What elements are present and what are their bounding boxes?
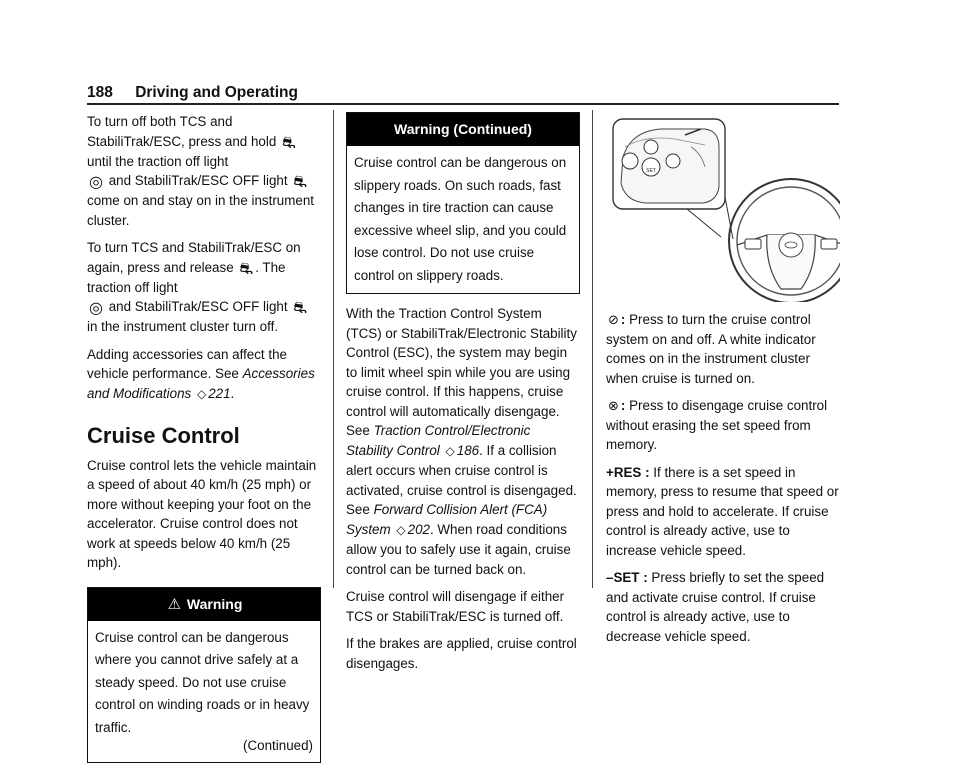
traction-off-light-icon-2: ◎ [89,300,103,317]
set-label: SET [646,168,656,174]
warning-continued: (Continued) [243,738,313,753]
accessories-link[interactable]: Accessories and Modifications [87,366,315,401]
paragraph-accessories: Adding accessories can affect the vehicle performance. See Accessories and Modifications ◇ 221. [87,345,321,405]
section-title: Driving and Operating [135,84,298,101]
column-3-text [606,310,842,654]
paragraph-tcs-off: To turn off both TCS and StabiliTrak/ESC, press and hold ⛐ until the traction off light ◎ and StabiliTrak/ESC OFF light ⛐ come on and stay on in the instrument cluster. [87,114,315,228]
column-divider-2 [592,110,593,588]
warning-title: Warning [186,595,243,612]
cruise-cancel-icon: ⊗ [608,398,619,413]
section-heading-cruise-control: Cruise Control [87,423,240,448]
traction-button-icon: ⛐ [239,260,254,278]
paragraph-brakes: If the brakes are applied, cruise control disengages. [346,636,577,671]
steering-wheel-figure [605,117,840,302]
traction-control-link[interactable]: Traction Control/Electronic Stability Control [346,423,531,458]
cruise-cancel-item: ⊗ : Press to disengage cruise control without erasing the set speed from memory. [606,398,828,452]
page-ref-arrow-icon: ◇ [445,443,455,458]
page-header [87,84,298,102]
paragraph-cruise-intro: Cruise control lets the vehicle maintain a speed of about 40 km/h (25 mph) or more without keeping your foot on the accelerator. Cruise control does not work at speeds below 40 km/h (25 mph). [87,457,317,570]
esc-off-light-icon-2: ⛐ [293,300,308,317]
set-item: –SET : Press briefly to set the speed and activate cruise control. If cruise control is already active, use to decrease vehicle speed. [606,570,825,644]
column-divider-1 [333,110,334,588]
accessories-page-ref[interactable]: 221 [208,385,231,401]
cruise-onoff-item: ⊘ : Press to turn the cruise control system on and off. A white indicator comes on in the instrument cluster when cruise is turned on. [606,312,816,386]
warning-continued-box [346,112,580,294]
cruise-onoff-icon: ⊘ [608,312,619,327]
warning-body: Cruise control can be dangerous where you cannot drive safely at a steady speed. Do not use cruise control on winding roads or in heavy traffic. (Continued) [88,621,320,762]
traction-off-button-icon: ⛐ [282,134,296,152]
paragraph-tcs-on: To turn TCS and StabiliTrak/ESC on again, press and release ⛐ . The traction off light ◎ and StabiliTrak/ESC OFF light ⛐ in the instrument cluster turn off. [87,240,308,334]
warning-header [88,588,320,621]
paragraph-tcs-cruise: With the Traction Control System (TCS) or StabiliTrak/Electronic Stability Control (ESC), the system may begin to limit wheel spin while you are using cruise control. If this happens, cruise control will automatically disengage. See Traction Control/Electronic Stability Control ◇ 186. If a collision alert occurs when cruise control is activated, cruise control is disengaged. See Forward Collision Alert (FCA) System ◇ 202. When road conditions allow you to safely use it again, cruise control can be turned back on. [346,306,577,577]
esc-off-light-icon: ⛐ [293,174,308,191]
column-2 [346,112,580,681]
traction-control-page-ref[interactable]: 186 [456,442,480,458]
warning-triangle-icon: ⚠ [167,595,182,613]
resume-item: +RES : If there is a set speed in memory, press to resume that speed or press and hold to accelerate. If cruise control is already active, use to increase vehicle speed. [606,464,839,558]
page-ref-arrow-icon-2: ◇ [396,522,406,537]
traction-off-light-icon: ◎ [89,174,103,191]
fca-page-ref[interactable]: 202 [407,521,430,537]
column-1 [87,112,321,763]
steering-wheel-illustration [605,117,840,302]
warning-box [87,587,321,763]
header-rule [87,103,839,105]
fca-link[interactable]: Forward Collision Alert (FCA) System [346,502,548,537]
page-number: 188 [87,84,113,101]
page-ref-arrow-icon: ◇ [196,386,207,401]
warning-continued-body: Cruise control can be dangerous on slippery roads. On such roads, fast changes in tire traction can cause excessive wheel slip, and you could lose control. Do not use cruise control on slippery roads. [354,155,567,283]
warning-continued-header: Warning (Continued) [347,113,579,146]
paragraph-disengage-tcs: Cruise control will disengage if either TCS or StabiliTrak/ESC is turned off. [346,589,565,624]
